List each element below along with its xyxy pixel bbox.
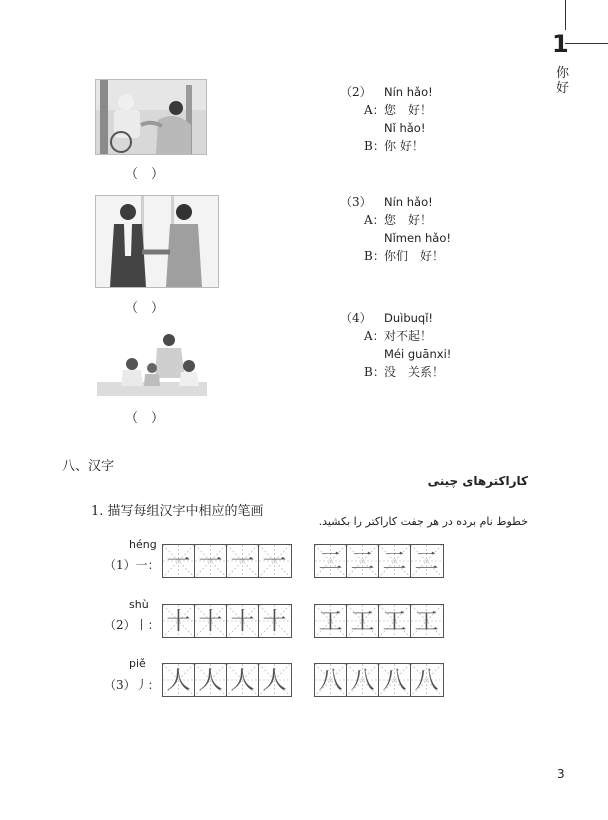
dialogue-3 xyxy=(340,193,540,265)
stroke-label: （1）一： xyxy=(104,558,160,572)
practice-character: 人 xyxy=(230,666,255,694)
practice-character: 二 xyxy=(318,547,343,575)
practice-cell[interactable] xyxy=(195,605,227,637)
practice-cell[interactable] xyxy=(163,605,195,637)
dialogue-line-pinyin: Nǐmen hǎo! xyxy=(384,231,452,245)
practice-character: 一 xyxy=(230,547,255,575)
stroke-label: （3）丿： xyxy=(104,678,160,692)
chapter-divider-vertical xyxy=(565,0,566,30)
practice-cell[interactable] xyxy=(379,605,411,637)
practice-character: 工 xyxy=(318,607,343,635)
practice-character: 十 xyxy=(262,607,287,635)
dialogue-number: （3） xyxy=(340,195,372,209)
practice-grid-a[interactable] xyxy=(162,544,292,578)
dialogue-line: 您 好！ xyxy=(384,213,433,227)
chapter-divider-horizontal xyxy=(565,43,608,44)
practice-character: 二 xyxy=(382,547,407,575)
dialogue-title-pinyin: Duìbuqǐ! xyxy=(384,311,434,325)
practice-character: 八 xyxy=(414,666,439,694)
photo-handshake xyxy=(95,195,219,288)
practice-grid-a[interactable] xyxy=(162,663,292,697)
practice-character: 八 xyxy=(382,666,407,694)
dialogue-line: 没 关系！ xyxy=(384,365,445,379)
stroke-pinyin: shù xyxy=(129,598,149,611)
dialogue-title-pinyin: Nín hǎo! xyxy=(384,195,433,209)
practice-cell[interactable] xyxy=(163,545,195,577)
practice-character: 八 xyxy=(318,666,343,694)
chapter-title: 你好 xyxy=(556,66,570,96)
dialogue-number: （4） xyxy=(340,311,372,325)
practice-character: 八 xyxy=(350,666,375,694)
dialogue-4 xyxy=(340,309,540,381)
practice-grid-b[interactable] xyxy=(314,604,444,638)
dialogue-line: 你们 好！ xyxy=(384,249,445,263)
photo-answer-blank[interactable]: （ ） xyxy=(125,411,165,426)
speaker-label: A： xyxy=(364,103,385,117)
dialogue-line-pinyin: Nǐ hǎo! xyxy=(384,121,426,135)
photo-answer-blank[interactable]: （ ） xyxy=(125,301,165,316)
practice-character: 十 xyxy=(198,607,223,635)
stroke-pinyin: héng xyxy=(129,538,157,551)
dialogue-title-pinyin: Nín hǎo! xyxy=(384,85,433,99)
practice-character: 工 xyxy=(414,607,439,635)
photo-greeting-elder xyxy=(95,79,207,155)
practice-cell[interactable] xyxy=(379,664,411,696)
section-title: 八、汉字 xyxy=(62,459,115,474)
dialogue-number: （2） xyxy=(340,85,372,99)
photo-children-apology xyxy=(97,330,207,396)
practice-character: 十 xyxy=(230,607,255,635)
speaker-label: B： xyxy=(364,139,385,153)
practice-cell[interactable] xyxy=(347,545,379,577)
practice-cell[interactable] xyxy=(411,605,443,637)
practice-cell[interactable] xyxy=(347,664,379,696)
task-instruction-persian: خطوط نام برده در هر جفت کاراکتر را بکشید. xyxy=(318,515,528,528)
section-title-persian: کاراکترهای چینی xyxy=(427,474,528,488)
practice-cell[interactable] xyxy=(315,545,347,577)
practice-cell[interactable] xyxy=(379,545,411,577)
practice-grid-b[interactable] xyxy=(314,663,444,697)
practice-cell[interactable] xyxy=(315,605,347,637)
practice-cell[interactable] xyxy=(411,545,443,577)
photo-answer-blank[interactable]: （ ） xyxy=(125,167,165,182)
practice-cell[interactable] xyxy=(195,545,227,577)
practice-character: 人 xyxy=(198,666,223,694)
dialogue-line: 您 好！ xyxy=(384,103,433,117)
dialogue-line-pinyin: Méi guānxi! xyxy=(384,347,452,361)
practice-cell[interactable] xyxy=(347,605,379,637)
practice-cell[interactable] xyxy=(411,664,443,696)
practice-cell[interactable] xyxy=(163,664,195,696)
task-instruction: 1. 描写每组汉字中相应的笔画 xyxy=(91,504,264,519)
practice-character: 一 xyxy=(166,547,191,575)
practice-grid-a[interactable] xyxy=(162,604,292,638)
practice-grid-b[interactable] xyxy=(314,544,444,578)
stroke-pinyin: piě xyxy=(129,657,146,670)
dialogue-line: 对不起！ xyxy=(384,329,433,343)
practice-character: 工 xyxy=(382,607,407,635)
practice-cell[interactable] xyxy=(227,664,259,696)
speaker-label: B： xyxy=(364,365,385,379)
practice-character: 一 xyxy=(262,547,287,575)
page-number: 3 xyxy=(557,767,565,781)
practice-character: 二 xyxy=(350,547,375,575)
practice-cell[interactable] xyxy=(259,605,291,637)
dialogue-line: 你 好！ xyxy=(384,139,424,153)
chapter-number: 1 xyxy=(552,30,569,58)
practice-character: 一 xyxy=(198,547,223,575)
stroke-label: （2）丨： xyxy=(104,618,160,632)
practice-character: 人 xyxy=(166,666,191,694)
speaker-label: B： xyxy=(364,249,385,263)
practice-cell[interactable] xyxy=(259,664,291,696)
practice-character: 二 xyxy=(414,547,439,575)
practice-character: 工 xyxy=(350,607,375,635)
practice-cell[interactable] xyxy=(315,664,347,696)
practice-character: 十 xyxy=(166,607,191,635)
practice-cell[interactable] xyxy=(227,605,259,637)
speaker-label: A： xyxy=(364,329,385,343)
practice-cell[interactable] xyxy=(195,664,227,696)
practice-cell[interactable] xyxy=(259,545,291,577)
practice-character: 人 xyxy=(262,666,287,694)
speaker-label: A： xyxy=(364,213,385,227)
practice-cell[interactable] xyxy=(227,545,259,577)
dialogue-2 xyxy=(340,83,540,155)
